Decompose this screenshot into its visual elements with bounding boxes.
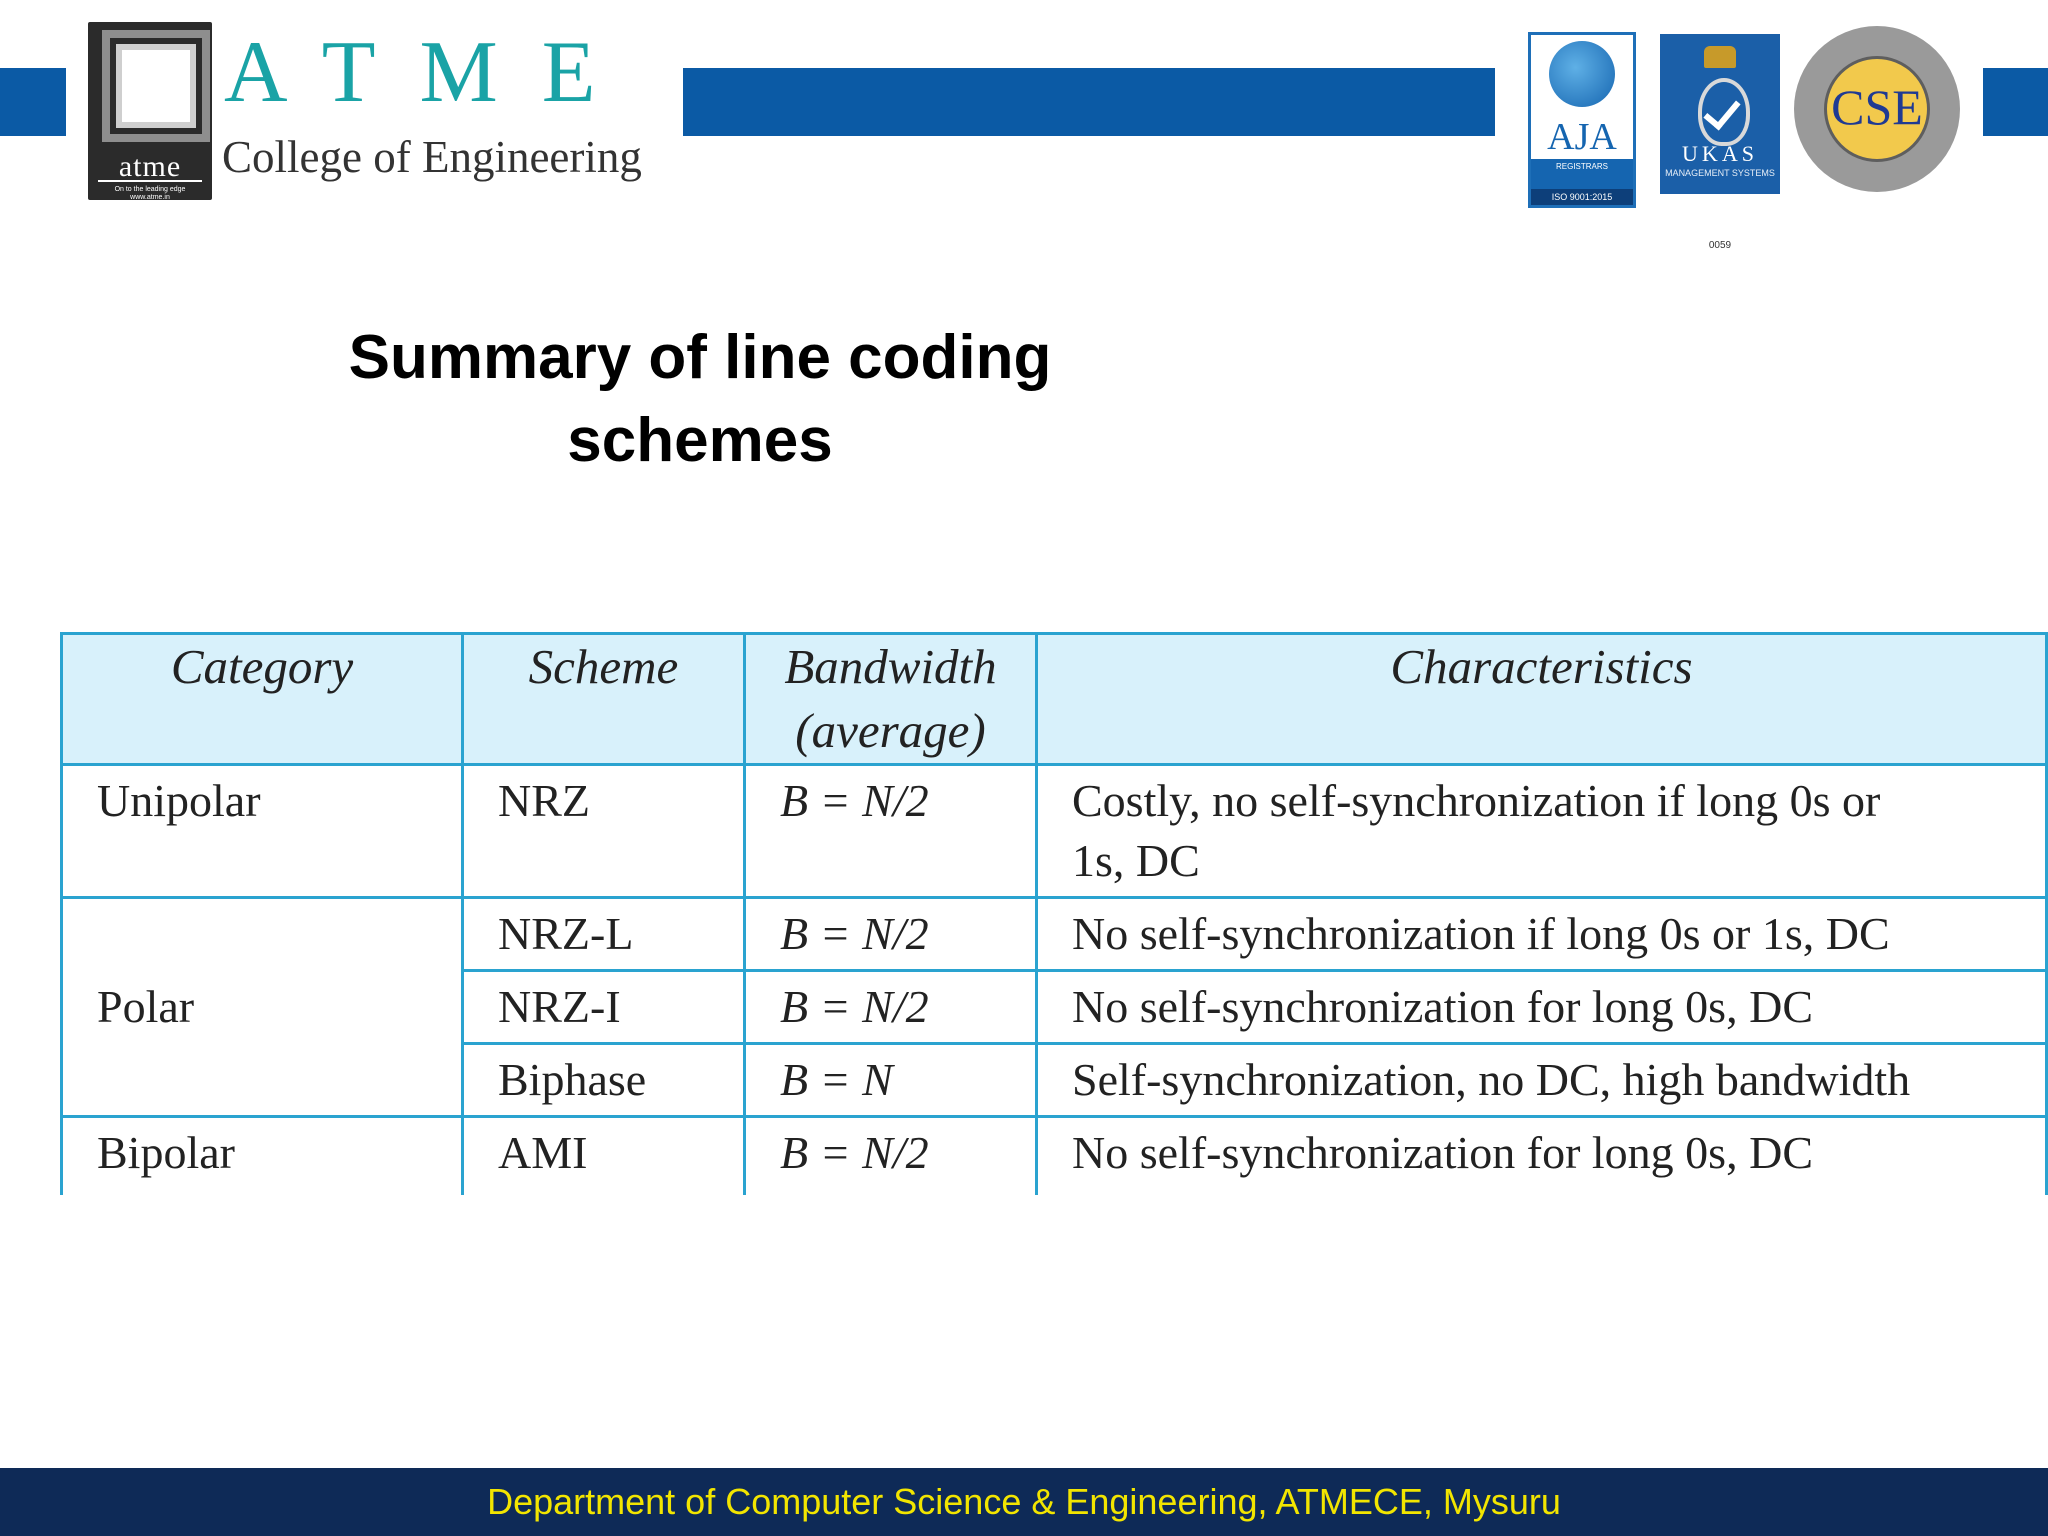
cse-seal-text: CSE (1831, 79, 1923, 135)
table-row (62, 898, 2047, 971)
logo-tagline-text: On to the leading edge (114, 186, 186, 193)
logo-url-text: www.atme.in (130, 194, 170, 201)
header-bandwidth (745, 634, 1037, 765)
logo-tagline (94, 186, 206, 202)
cell-characteristics (1037, 765, 2047, 898)
cell-scheme: Biphase (463, 1044, 745, 1117)
cell-characteristics (1037, 1044, 2047, 1117)
characteristics-text: No self-synchronization if long 0s or 1s, (1072, 908, 1826, 959)
cell-scheme: NRZ (463, 765, 745, 898)
cell-characteristics (1037, 971, 2047, 1044)
characteristics-text-cont: 1s, (1072, 835, 1136, 886)
dc-label: DC (1135, 835, 1200, 886)
line-coding-table (60, 632, 2048, 1195)
aja-certification-badge (1528, 32, 1636, 208)
slide-title-line1: Summary of line coding (348, 323, 1052, 392)
table-row (62, 765, 2047, 898)
cell-category: Bipolar (62, 1117, 463, 1195)
aja-iso: ISO 9001:2015 (1531, 189, 1633, 205)
ukas-certification-badge (1660, 34, 1780, 251)
characteristics-text: No self-synchronization for long 0s, (1072, 1127, 1750, 1178)
characteristics-text: No self-synchronization for long 0s, (1072, 981, 1750, 1032)
cell-bandwidth: B = N/2 (745, 765, 1037, 898)
logo-mark-text: atme (118, 150, 182, 183)
cse-seal-center (1824, 56, 1930, 162)
atme-logo (88, 22, 212, 200)
header-band-left (0, 68, 66, 136)
dc-label: DC (1749, 1127, 1813, 1178)
cell-characteristics (1037, 898, 2047, 971)
aja-letters: AJA (1547, 116, 1617, 158)
cell-bandwidth: B = N/2 (745, 1117, 1037, 1195)
header-bandwidth-line1: Bandwidth (784, 639, 997, 694)
cell-bandwidth: B = N/2 (745, 971, 1037, 1044)
header-category: Category (62, 634, 463, 765)
cell-bandwidth: B = N/2 (745, 898, 1037, 971)
aja-registrars: REGISTRARS (1531, 159, 1633, 189)
college-name: College of Engineering (222, 132, 642, 182)
slide-title-line2: schemes (567, 406, 833, 475)
characteristics-text: Costly, no self-synchronization if long 0s or (1072, 775, 1881, 826)
ukas-subtitle: MANAGEMENT SYSTEMS (1665, 168, 1775, 178)
cell-scheme: NRZ-L (463, 898, 745, 971)
header-band-middle (683, 68, 1495, 136)
ukas-word: UKAS (1682, 141, 1758, 166)
footer-text: Department of Computer Science & Engineering, ATMECE, Mysuru (487, 1481, 1561, 1522)
slide-title (240, 316, 1160, 482)
header-bandwidth-line2: (average) (795, 703, 986, 758)
table-header-row (62, 634, 2047, 765)
characteristics-text: Self-synchronization, no (1072, 1054, 1536, 1105)
brand-name: ATME (224, 24, 640, 121)
checkmark-icon (1698, 78, 1750, 146)
dc-label: DC (1535, 1054, 1600, 1105)
table-row (62, 1117, 2047, 1195)
dc-label: DC (1749, 981, 1813, 1032)
ukas-number: 0059 (1708, 240, 1732, 251)
crown-icon (1704, 46, 1736, 68)
cell-category: Unipolar (62, 765, 463, 898)
cell-category: Polar (62, 898, 463, 1117)
cell-characteristics (1037, 1117, 2047, 1195)
cell-bandwidth: B = N (745, 1044, 1037, 1117)
characteristics-text-cont: , high bandwidth (1599, 1054, 1911, 1105)
logo-frame-icon (102, 30, 210, 142)
cse-department-seal (1794, 26, 1960, 192)
header-band-right (1983, 68, 2048, 136)
cell-scheme: AMI (463, 1117, 745, 1195)
cell-scheme: NRZ-I (463, 971, 745, 1044)
footer-bar (0, 1468, 2048, 1536)
header-scheme: Scheme (463, 634, 745, 765)
dc-label: DC (1825, 908, 1890, 959)
globe-icon (1549, 41, 1615, 107)
header-characteristics: Characteristics (1037, 634, 2047, 765)
